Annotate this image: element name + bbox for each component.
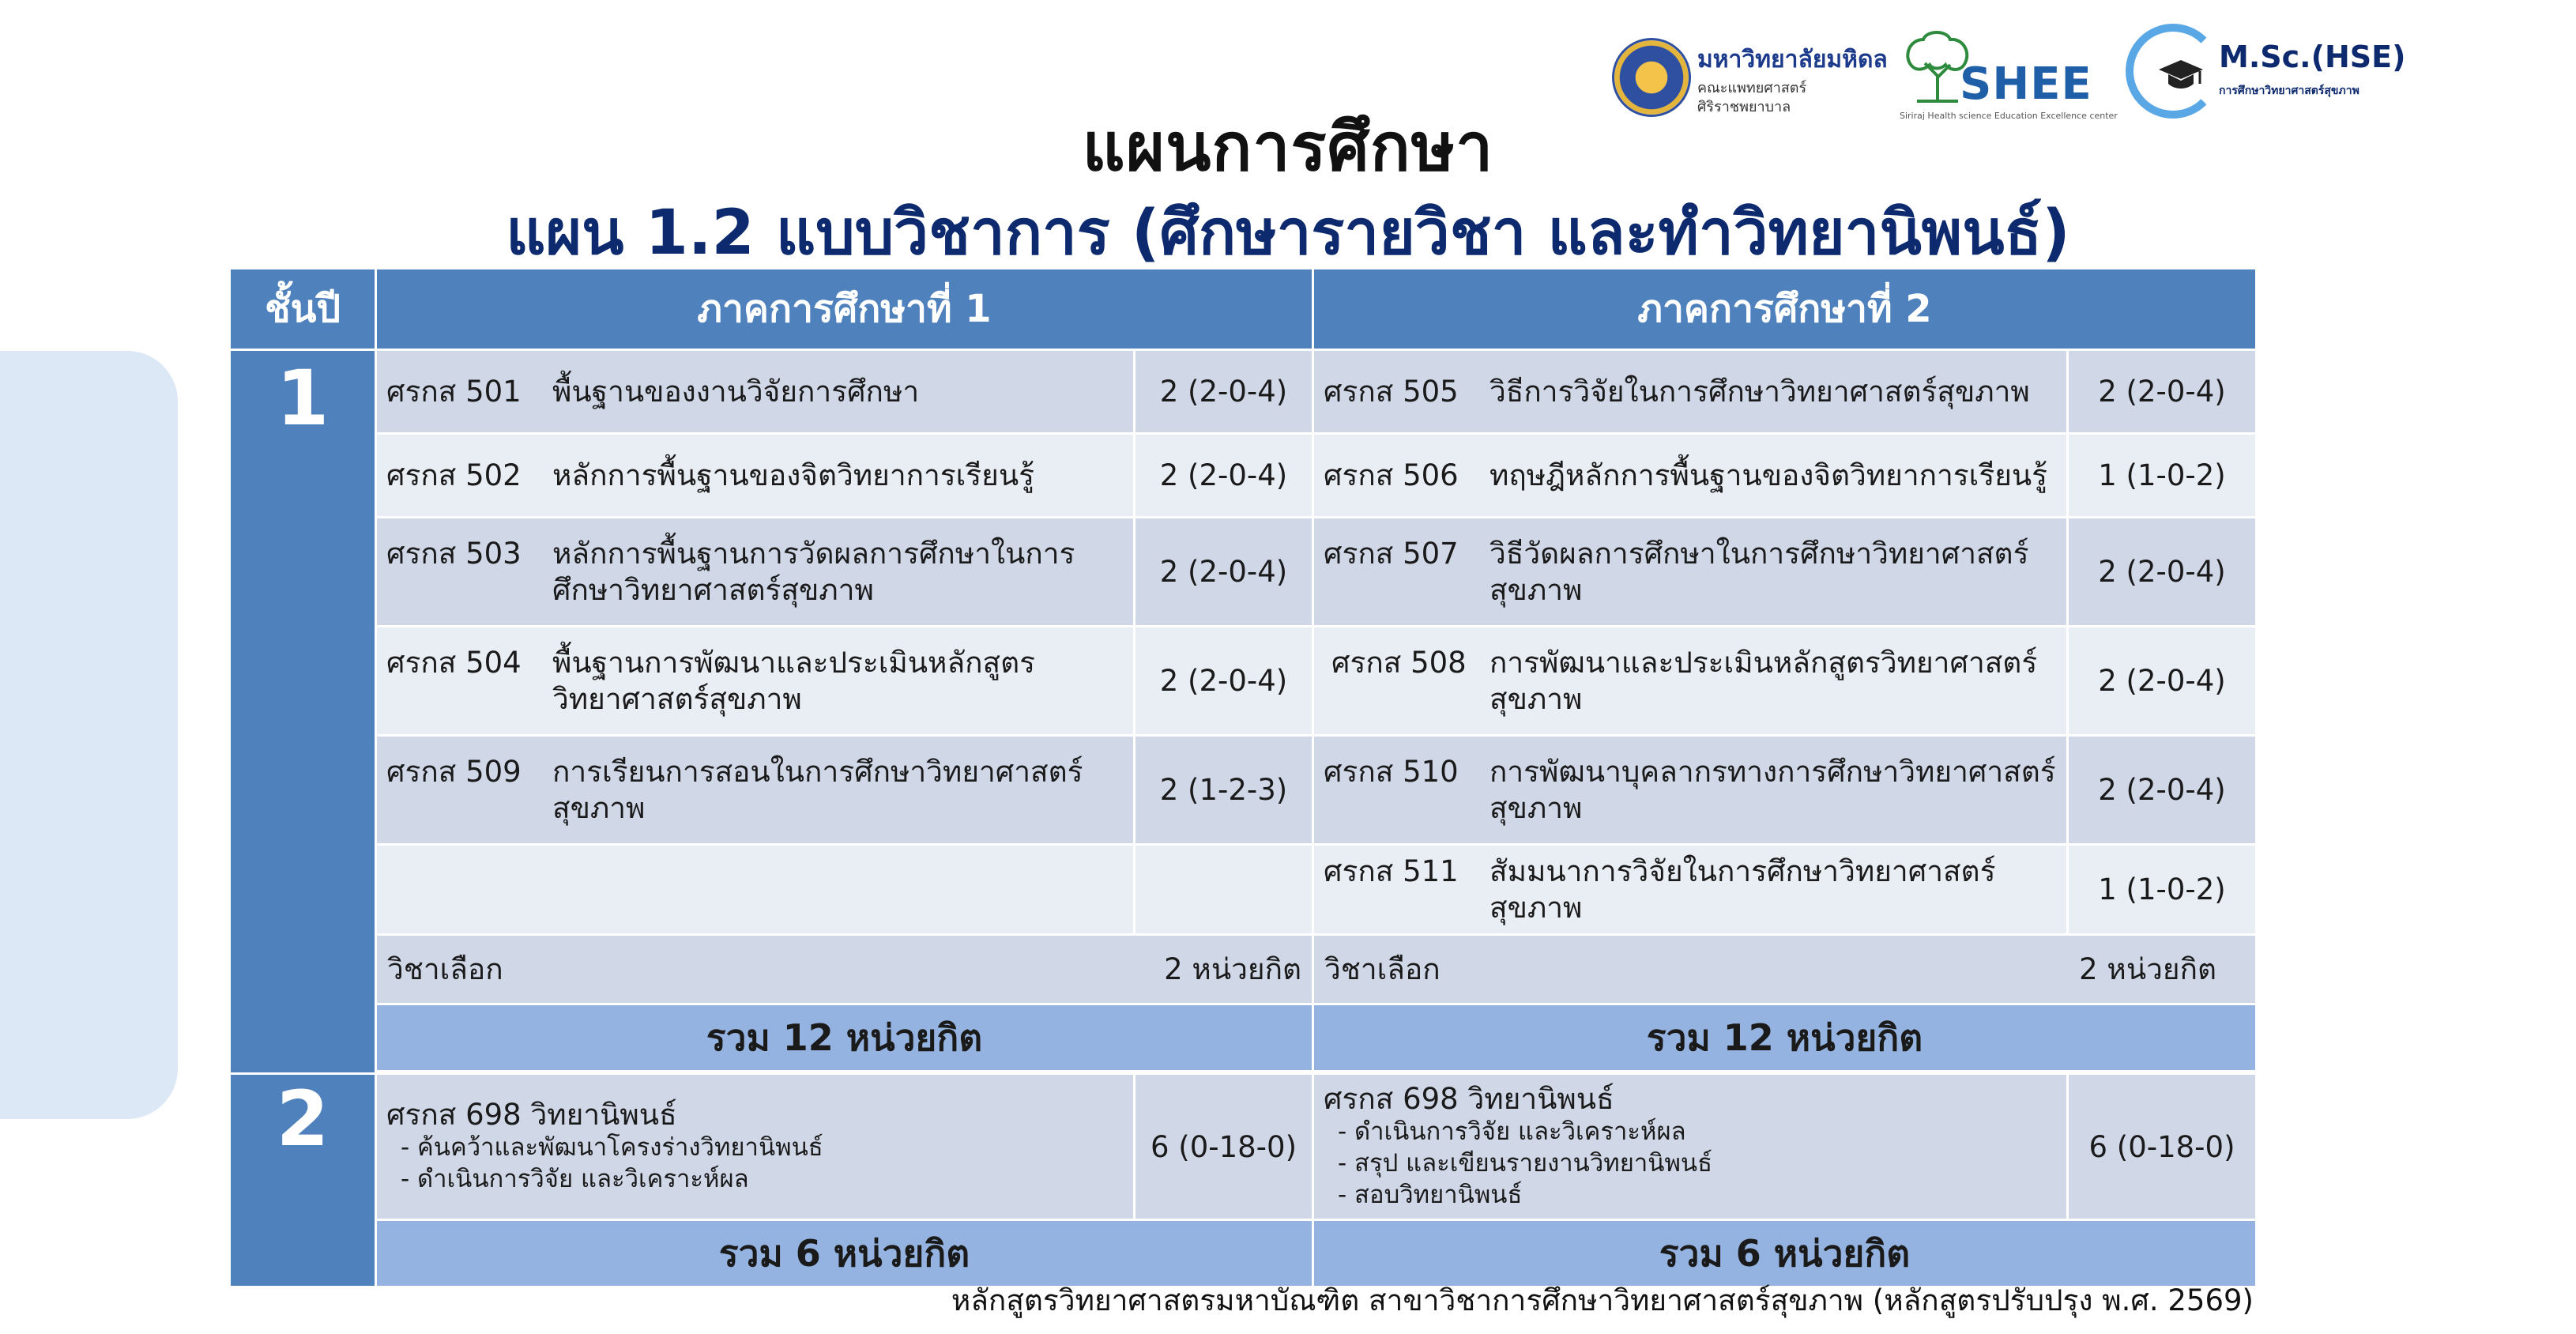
course-code: ศรกส 507: [1324, 536, 1459, 571]
course-name: สัมมนาการวิจัยในการศึกษาวิทยาศาสตร์สุขภาพ: [1489, 854, 1996, 925]
course-cell: [1313, 518, 2068, 627]
course-credit: [1135, 845, 1313, 935]
page-title: แผนการศึกษา: [1082, 108, 1494, 186]
course-cell: [1313, 350, 2068, 434]
course-name: การพัฒนาและประเมินหลักสูตรวิทยาศาสตร์สุขภาพ: [1489, 645, 2038, 716]
course-name: วิธีวัดผลการศึกษาในการศึกษาวิทยาศาสตร์สุขภาพ: [1489, 536, 2029, 607]
mahidol-faculty: คณะแพทยศาสตร์: [1697, 80, 1807, 96]
course-credit: 2 (2-0-4): [2068, 518, 2257, 627]
course-name: พื้นฐานการพัฒนาและประเมินหลักสูตรวิทยาศาสตร์สุขภาพ: [552, 645, 1036, 716]
thesis-bullet: - ดำเนินการวิจัย และวิเคราะห์ผล: [1338, 1117, 1686, 1146]
course-cell: [1313, 736, 2068, 845]
total-semester-2: รวม 12 หน่วยกิต: [1313, 1004, 2257, 1072]
course-code: ศรกส 511: [1324, 854, 1459, 888]
course-code: ศรกส 501: [386, 374, 522, 409]
course-cell: [376, 434, 1135, 518]
course-cell: [1313, 434, 2068, 518]
shee-caption: Siriraj Health science Education Excellence center: [1900, 111, 2118, 121]
thesis-bullet: - ดำเนินการวิจัย และวิเคราะห์ผล: [401, 1165, 749, 1193]
mahidol-hospital: ศิริราชพยาบาล: [1697, 99, 1791, 115]
course-cell-empty: [376, 845, 1135, 935]
course-code: ศรกส 505: [1324, 374, 1459, 409]
header-semester-1: ภาคการศึกษาที่ 1: [376, 269, 1313, 350]
thesis-bullet: - สรุป และเขียนรายงานวิทยานิพนธ์: [1338, 1149, 1713, 1178]
year-2-label: 2: [230, 1074, 376, 1287]
course-code: ศรกส 510: [1324, 754, 1459, 789]
elective-credit: 2 หน่วยกิต: [2079, 952, 2216, 986]
shee-wordmark: SHEE: [1960, 58, 2092, 110]
course-code: ศรกส 506: [1324, 458, 1459, 492]
thesis-bullet: - สอบวิทยานิพนธ์: [1338, 1181, 1523, 1209]
elective-row: [230, 935, 2257, 1004]
footer-note: หลักสูตรวิทยาศาสตรมหาบัณฑิต สาขาวิชาการศึกษาวิทยาศาสตร์สุขภาพ (หลักสูตรปรับปรุง พ.ศ. 2569): [951, 1283, 2254, 1317]
table-row: [230, 350, 2257, 434]
course-name: หลักการพื้นฐานของจิตวิทยาการเรียนรู้: [552, 458, 1035, 492]
thesis-row: [230, 1074, 2257, 1220]
thesis-title: ศรกส 698 วิทยานิพนธ์: [386, 1098, 677, 1132]
total-semester-2: รวม 6 หน่วยกิต: [1313, 1220, 2257, 1287]
course-code: ศรกส 503: [386, 536, 522, 571]
table-row: [230, 736, 2257, 845]
course-cell: [376, 518, 1135, 627]
course-credit: 1 (1-0-2): [2068, 434, 2257, 518]
thesis-bullet: - ค้นคว้าและพัฒนาโครงร่างวิทยานิพนธ์: [401, 1133, 823, 1162]
course-cell: [376, 627, 1135, 736]
header-year: ชั้นปี: [230, 269, 376, 350]
course-credit: 2 (2-0-4): [2068, 350, 2257, 434]
course-name: ทฤษฎีหลักการพื้นฐานของจิตวิทยาการเรียนรู้: [1489, 458, 2048, 492]
course-code: ศรกส 502: [386, 458, 522, 492]
elective-label: วิชาเลือก: [1324, 952, 1441, 986]
year-1-label: 1: [230, 350, 376, 1074]
course-credit: 2 (2-0-4): [1135, 627, 1313, 736]
table-row: [230, 627, 2257, 736]
msc-title: M.Sc.(HSE): [2219, 40, 2406, 74]
decorative-side-panel: [0, 351, 178, 1119]
course-name: หลักการพื้นฐานการวัดผลการศึกษาในการศึกษาวิทยาศาสตร์สุขภาพ: [552, 536, 1075, 607]
course-name: พื้นฐานของงานวิจัยการศึกษา: [552, 374, 920, 409]
thesis-credit-semester-1: 6 (0-18-0): [1135, 1074, 1313, 1220]
mahidol-name: มหาวิทยาลัยมหิดล: [1697, 46, 1888, 73]
table-header-row: [230, 269, 2257, 350]
page-subtitle: แผน 1.2 แบบวิชาการ (ศึกษารายวิชา และทำวิทยานิพนธ์): [506, 198, 2070, 269]
course-cell: [1313, 845, 2068, 935]
graduation-cap-icon: [2157, 57, 2205, 92]
header-semester-2: ภาคการศึกษาที่ 2: [1313, 269, 2257, 350]
course-credit: 2 (2-0-4): [2068, 627, 2257, 736]
course-cell: [376, 350, 1135, 434]
study-plan-table: [228, 267, 2258, 1288]
thesis-title: ศรกส 698 วิทยานิพนธ์: [1324, 1082, 1614, 1116]
course-credit: 2 (2-0-4): [1135, 350, 1313, 434]
thesis-cell-semester-2: [1313, 1074, 2068, 1220]
elective-cell-semester-2: [1313, 935, 2257, 1004]
course-credit: 2 (2-0-4): [1135, 434, 1313, 518]
elective-credit: 2 หน่วยกิต: [1164, 952, 1301, 986]
course-cell: [1313, 627, 2068, 736]
total-semester-1: รวม 12 หน่วยกิต: [376, 1004, 1313, 1072]
course-name: การพัฒนาบุคลากรทางการศึกษาวิทยาศาสตร์สุขภาพ: [1489, 754, 2056, 825]
course-credit: 2 (2-0-4): [1135, 518, 1313, 627]
thesis-cell-semester-1: [376, 1074, 1135, 1220]
elective-label: วิชาเลือก: [387, 952, 503, 986]
course-cell: [376, 736, 1135, 845]
thesis-credit-semester-2: 6 (0-18-0): [2068, 1074, 2257, 1220]
table-row: [230, 434, 2257, 518]
total-semester-1: รวม 6 หน่วยกิต: [376, 1220, 1313, 1287]
course-code: ศรกส 508: [1331, 645, 1467, 680]
course-name: การเรียนการสอนในการศึกษาวิทยาศาสตร์สุขภาพ: [552, 754, 1083, 825]
course-name: วิธีการวิจัยในการศึกษาวิทยาศาสตร์สุขภาพ: [1489, 374, 2030, 409]
table-row: [230, 518, 2257, 627]
course-code: ศรกส 504: [386, 645, 522, 680]
table-row: [230, 845, 2257, 935]
course-code: ศรกส 509: [386, 754, 522, 789]
total-row: [230, 1004, 2257, 1072]
course-credit: 1 (1-0-2): [2068, 845, 2257, 935]
msc-subtitle: การศึกษาวิทยาศาสตร์สุขภาพ: [2219, 85, 2359, 97]
course-credit: 2 (2-0-4): [2068, 736, 2257, 845]
elective-cell-semester-1: [376, 935, 1313, 1004]
course-credit: 2 (1-2-3): [1135, 736, 1313, 845]
